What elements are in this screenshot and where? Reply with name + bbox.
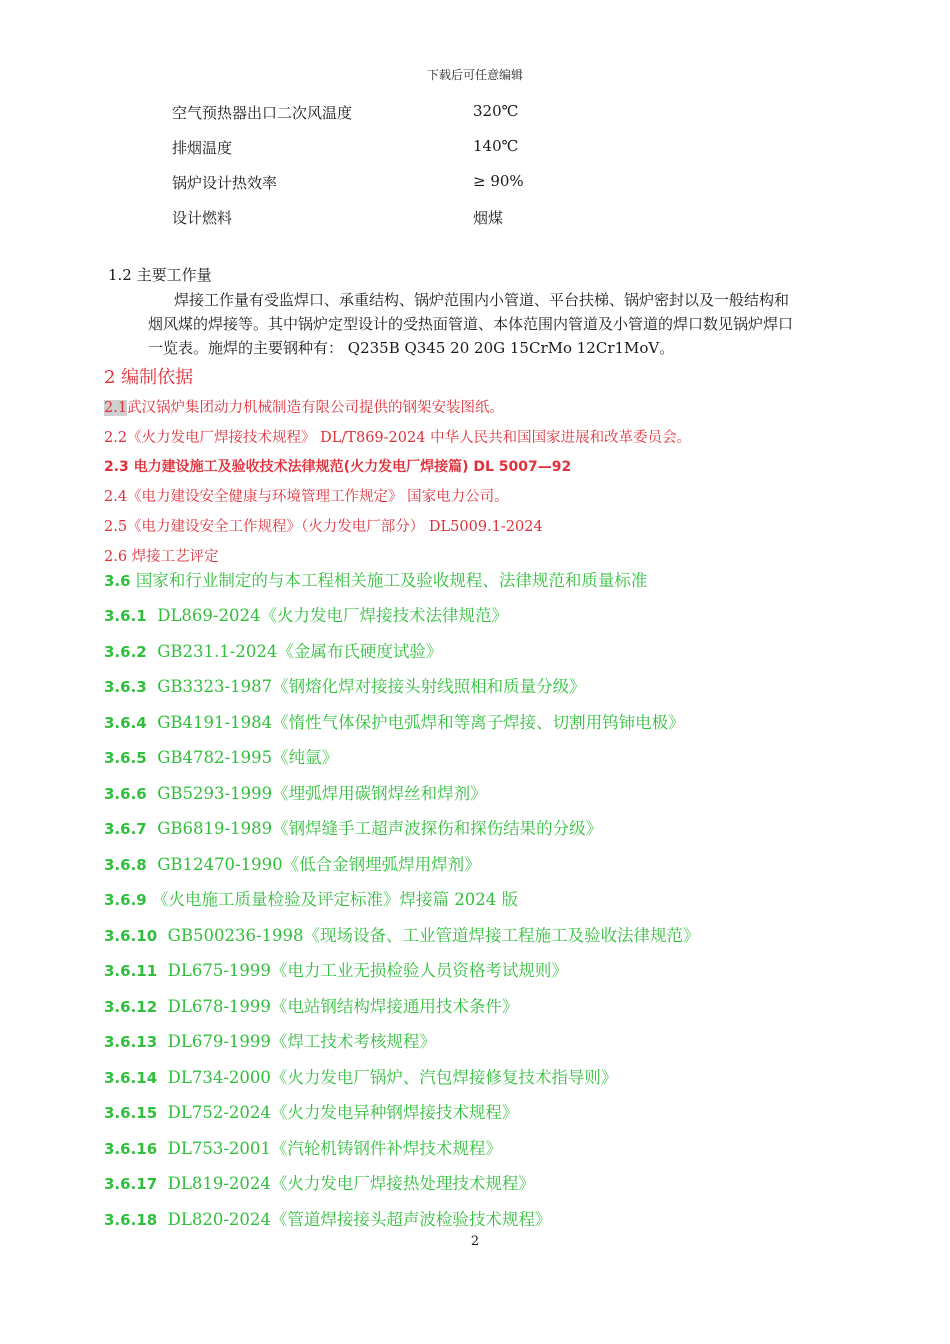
standard-item: [104, 567, 647, 591]
standard-item: [104, 744, 338, 768]
param-value: 140℃: [473, 137, 519, 155]
standard-text: DL753-2001《汽轮机铸钢件补焊技术规程》: [167, 1139, 502, 1158]
standard-text: 《火电施工质量检验及评定标准》焊接篇 2024 版: [151, 890, 518, 909]
standard-item: [104, 780, 487, 804]
standard-number: 3.6.18: [104, 1211, 158, 1229]
item-text: 武汉锅炉集团动力机械制造有限公司提供的钢架安装图纸。: [127, 400, 505, 416]
standard-number: 3.6.17: [104, 1175, 158, 1193]
standard-number: 3.6.7: [104, 820, 147, 838]
standard-text: 国家和行业制定的与本工程相关施工及验收规程、法律规范和质量标准: [135, 571, 648, 590]
standard-item: [104, 851, 481, 875]
standard-text: DL819-2024《火力发电厂焊接热处理技术规程》: [167, 1174, 535, 1193]
standard-text: GB12470-1990《低合金钢埋弧焊用焊剂》: [157, 855, 481, 874]
standard-item: [104, 815, 602, 839]
param-label: 设计燃料: [172, 209, 233, 227]
paragraph-line: 烟风煤的焊接等。其中锅炉定型设计的受热面管道、本体范围内管道及小管道的焊口数见锅炉焊口: [148, 315, 794, 333]
page-header: 下载后可任意编辑: [426, 68, 523, 82]
param-value: 320℃: [473, 102, 519, 120]
standard-text: GB6819-1989《钢焊缝手工超声波探伤和探伤结果的分级》: [157, 819, 603, 838]
standard-item: [104, 957, 568, 981]
basis-item-2-3: 2.3 电力建设施工及验收技术法律规范(火力发电厂焊接篇) DL 5007—92: [104, 459, 572, 475]
param-label: 空气预热器出口二次风温度: [172, 104, 353, 122]
standard-number: 3.6.11: [104, 962, 158, 980]
standard-item: [104, 1099, 518, 1123]
standard-number: 3.6.6: [104, 785, 147, 803]
standard-number: 3.6.1: [104, 607, 147, 625]
standard-number: 3.6.3: [104, 678, 147, 696]
standard-item: [104, 993, 518, 1017]
paragraph-line: 一览表。施焊的主要钢种有： Q235B Q345 20 20G 15CrMo 12Cr1MoV。: [148, 339, 675, 357]
standard-item: [104, 1135, 502, 1159]
standard-item: [104, 922, 700, 946]
standard-number: 3.6.10: [104, 927, 158, 945]
standard-item: [104, 673, 586, 697]
standard-number: 3.6.5: [104, 749, 147, 767]
standard-number: 3.6.2: [104, 643, 147, 661]
standard-number: 3.6.8: [104, 856, 147, 874]
basis-item-2-5: 2.5《电力建设安全工作规程》（火力发电厂部分） DL5009.1-2024: [104, 519, 543, 535]
standard-item: [104, 638, 442, 662]
standard-text: DL679-1999《焊工技术考核规程》: [167, 1032, 436, 1051]
standard-number: 3.6.13: [104, 1033, 158, 1051]
standard-number: 3.6.9: [104, 891, 147, 909]
standard-text: GB4191-1984《惰性气体保护电弧焊和等离子焊接、切割用钨铈电极》: [157, 713, 685, 732]
standard-text: DL734-2000《火力发电厂锅炉、汽包焊接修复技术指导则》: [167, 1068, 618, 1087]
param-label: 锅炉设计热效率: [172, 174, 278, 192]
standard-item: [104, 886, 518, 910]
basis-item-2-1: [104, 396, 504, 417]
standard-number: 3.6.12: [104, 998, 158, 1016]
standard-text: GB5293-1999《埋弧焊用碳钢焊丝和焊剂》: [157, 784, 487, 803]
param-label: 排烟温度: [172, 139, 233, 157]
paragraph-text: 焊接工作量有受监焊口、承重结构、锅炉范围内小管道、平台扶梯、锅炉密封以及一般结构和: [174, 291, 790, 309]
standard-number: 3.6.14: [104, 1069, 158, 1087]
standard-number: 3.6.16: [104, 1140, 158, 1158]
standard-item: [104, 1206, 551, 1230]
workload-paragraph: [148, 288, 876, 360]
paragraph-line: [148, 288, 876, 312]
param-value: 烟煤: [473, 209, 504, 227]
standard-text: DL869-2024《火力发电厂焊接技术法律规范》: [157, 606, 508, 625]
standard-text: DL678-1999《电站钢结构焊接通用技术条件》: [167, 997, 519, 1016]
basis-item-2-4: 2.4《电力建设安全健康与环境管理工作规定》 国家电力公司。: [104, 489, 509, 505]
standard-text: GB4782-1995《纯氩》: [157, 748, 339, 767]
basis-item-2-2: 2.2《火力发电厂焊接技术规程》 DL/T869-2024 中华人民共和国国家进展和改革委员会。: [104, 430, 692, 446]
param-value: ≥ 90%: [473, 172, 524, 190]
basis-item-2-6: 2.6 焊接工艺评定: [104, 549, 219, 565]
standard-item: [104, 1170, 535, 1194]
item-number: 2.1: [104, 400, 128, 416]
standard-item: [104, 1028, 436, 1052]
standard-item: [104, 602, 508, 626]
standard-number: 3.6.15: [104, 1104, 158, 1122]
standard-item: [104, 709, 685, 733]
standard-text: DL752-2024《火力发电异种钢焊接技术规程》: [167, 1103, 519, 1122]
standard-text: DL820-2024《管道焊接接头超声波检验技术规程》: [167, 1210, 552, 1229]
section-1-2-title: 1.2 主要工作量: [108, 266, 212, 284]
standard-text: GB500236-1998《现场设备、工业管道焊接工程施工及验收法律规范》: [167, 926, 700, 945]
standard-number: 3.6: [104, 572, 131, 590]
standard-text: DL675-1999《电力工业无损检验人员资格考试规则》: [167, 961, 568, 980]
standard-text: GB231.1-2024《金属布氏硬度试验》: [157, 642, 443, 661]
standard-text: GB3323-1987《钢熔化焊对接接头射线照相和质量分级》: [157, 677, 586, 696]
standard-item: [104, 1064, 617, 1088]
section-2-title: 2 编制依据: [104, 367, 194, 388]
page-number: 2: [470, 1234, 480, 1249]
standard-number: 3.6.4: [104, 714, 147, 732]
